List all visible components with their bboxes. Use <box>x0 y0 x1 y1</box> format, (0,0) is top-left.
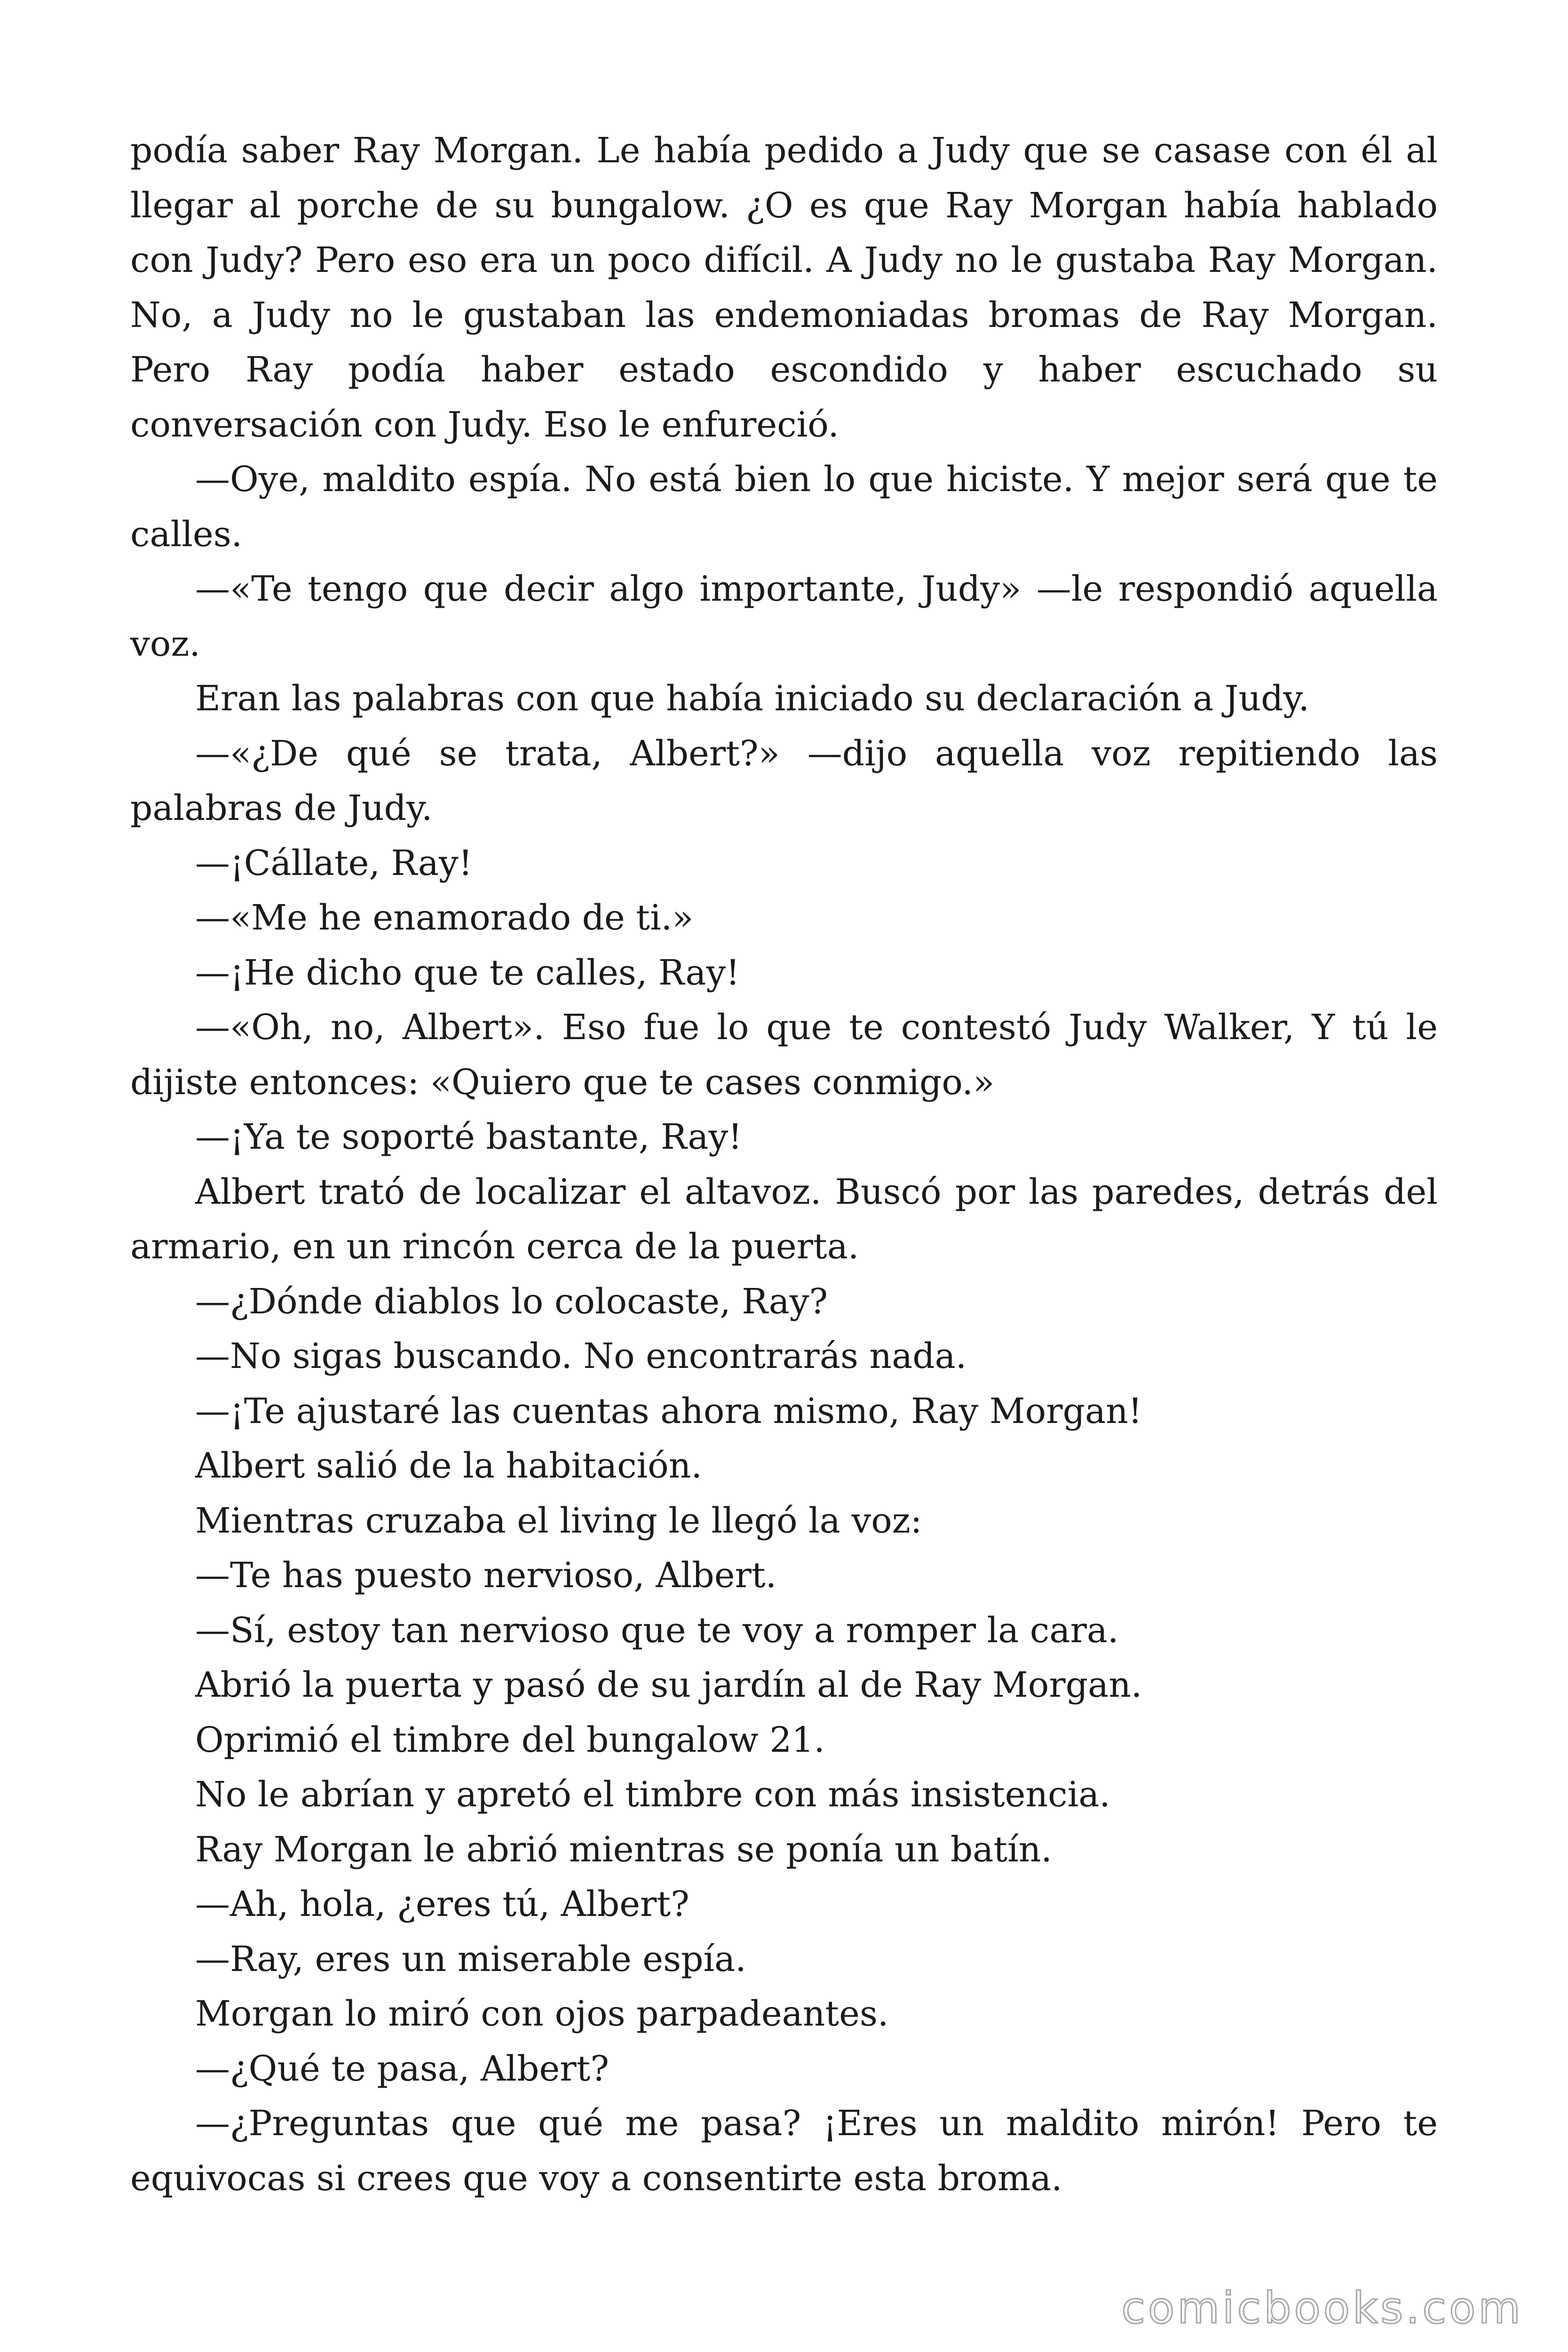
paragraph: —¡Te ajustaré las cuentas ahora mismo, Ray Morgan! <box>195 1391 1142 1431</box>
paragraph: Ray Morgan le abrió mientras se ponía un batín. <box>195 1829 1052 1870</box>
paragraph: No le abrían y apretó el timbre con más insistencia. <box>195 1774 1110 1815</box>
paragraph: —¿Qué te pasa, Albert? <box>195 2048 610 2089</box>
paragraph: Abrió la puerta y pasó de su jardín al de Ray Morgan. <box>195 1665 1142 1705</box>
paragraph: Albert trató de localizar el altavoz. Buscó por las paredes, detrás del armario, en un rincón cerca de la puerta. <box>130 1171 1438 1267</box>
paragraph: —No sigas buscando. No encontrarás nada. <box>195 1336 967 1376</box>
paragraph: Eran las palabras con que había iniciado su declaración a Judy. <box>195 678 1309 719</box>
paragraph: —¡He dicho que te calles, Ray! <box>195 952 740 993</box>
watermark: comicbooks.com <box>1121 2283 1523 2333</box>
paragraph: —«¿De qué se trata, Albert?» —dijo aquella voz repitiendo las palabras de Judy. <box>130 733 1438 828</box>
paragraph: —Te has puesto nervioso, Albert. <box>195 1555 777 1596</box>
paragraph: Mientras cruzaba el living le llegó la voz: <box>195 1500 922 1541</box>
paragraph: Morgan lo miró con ojos parpadeantes. <box>195 1994 889 2034</box>
paragraph: —«Me he enamorado de ti.» <box>195 898 694 938</box>
paragraph: —Oye, maldito espía. No está bien lo que hiciste. Y mejor será que te calles. <box>130 459 1438 555</box>
page-body-text <box>130 123 1438 2206</box>
paragraph: —«Oh, no, Albert». Eso fue lo que te contestó Judy Walker, Y tú le dijiste entonces: «Quiero que te cases conmigo.» <box>130 1007 1438 1103</box>
paragraph: —¡Ya te soporté bastante, Ray! <box>195 1117 743 1157</box>
paragraph: —¿Dónde diablos lo colocaste, Ray? <box>195 1281 828 1322</box>
paragraph: —Ray, eres un miserable espía. <box>195 1939 746 1979</box>
paragraph: —¡Cállate, Ray! <box>195 842 473 883</box>
paragraph: podía saber Ray Morgan. Le había pedido a Judy que se casase con él al llegar al porche de su bungalow. ¿O es que Ray Morgan había hablado con Judy? Pero eso era un poco difícil. A Judy no le gustaba Ray Morgan. No, a Judy no le gustaban las endemoniadas bromas de Ray Morgan. Pero Ray podía haber estado escondido y haber escuchado su conversación con Judy. Eso le enfureció. <box>130 130 1438 445</box>
paragraph: —¿Preguntas que qué me pasa? ¡Eres un maldito mirón! Pero te equivocas si crees que voy a consentirte esta broma. <box>130 2103 1438 2199</box>
paragraph: —Sí, estoy tan nervioso que te voy a romper la cara. <box>195 1610 1119 1651</box>
paragraph: —Ah, hola, ¿eres tú, Albert? <box>195 1884 689 1924</box>
paragraph: Oprimió el timbre del bungalow 21. <box>195 1719 825 1760</box>
paragraph: —«Te tengo que decir algo importante, Judy» —le respondió aquella voz. <box>130 569 1438 664</box>
paragraph: Albert salió de la habitación. <box>195 1446 702 1486</box>
